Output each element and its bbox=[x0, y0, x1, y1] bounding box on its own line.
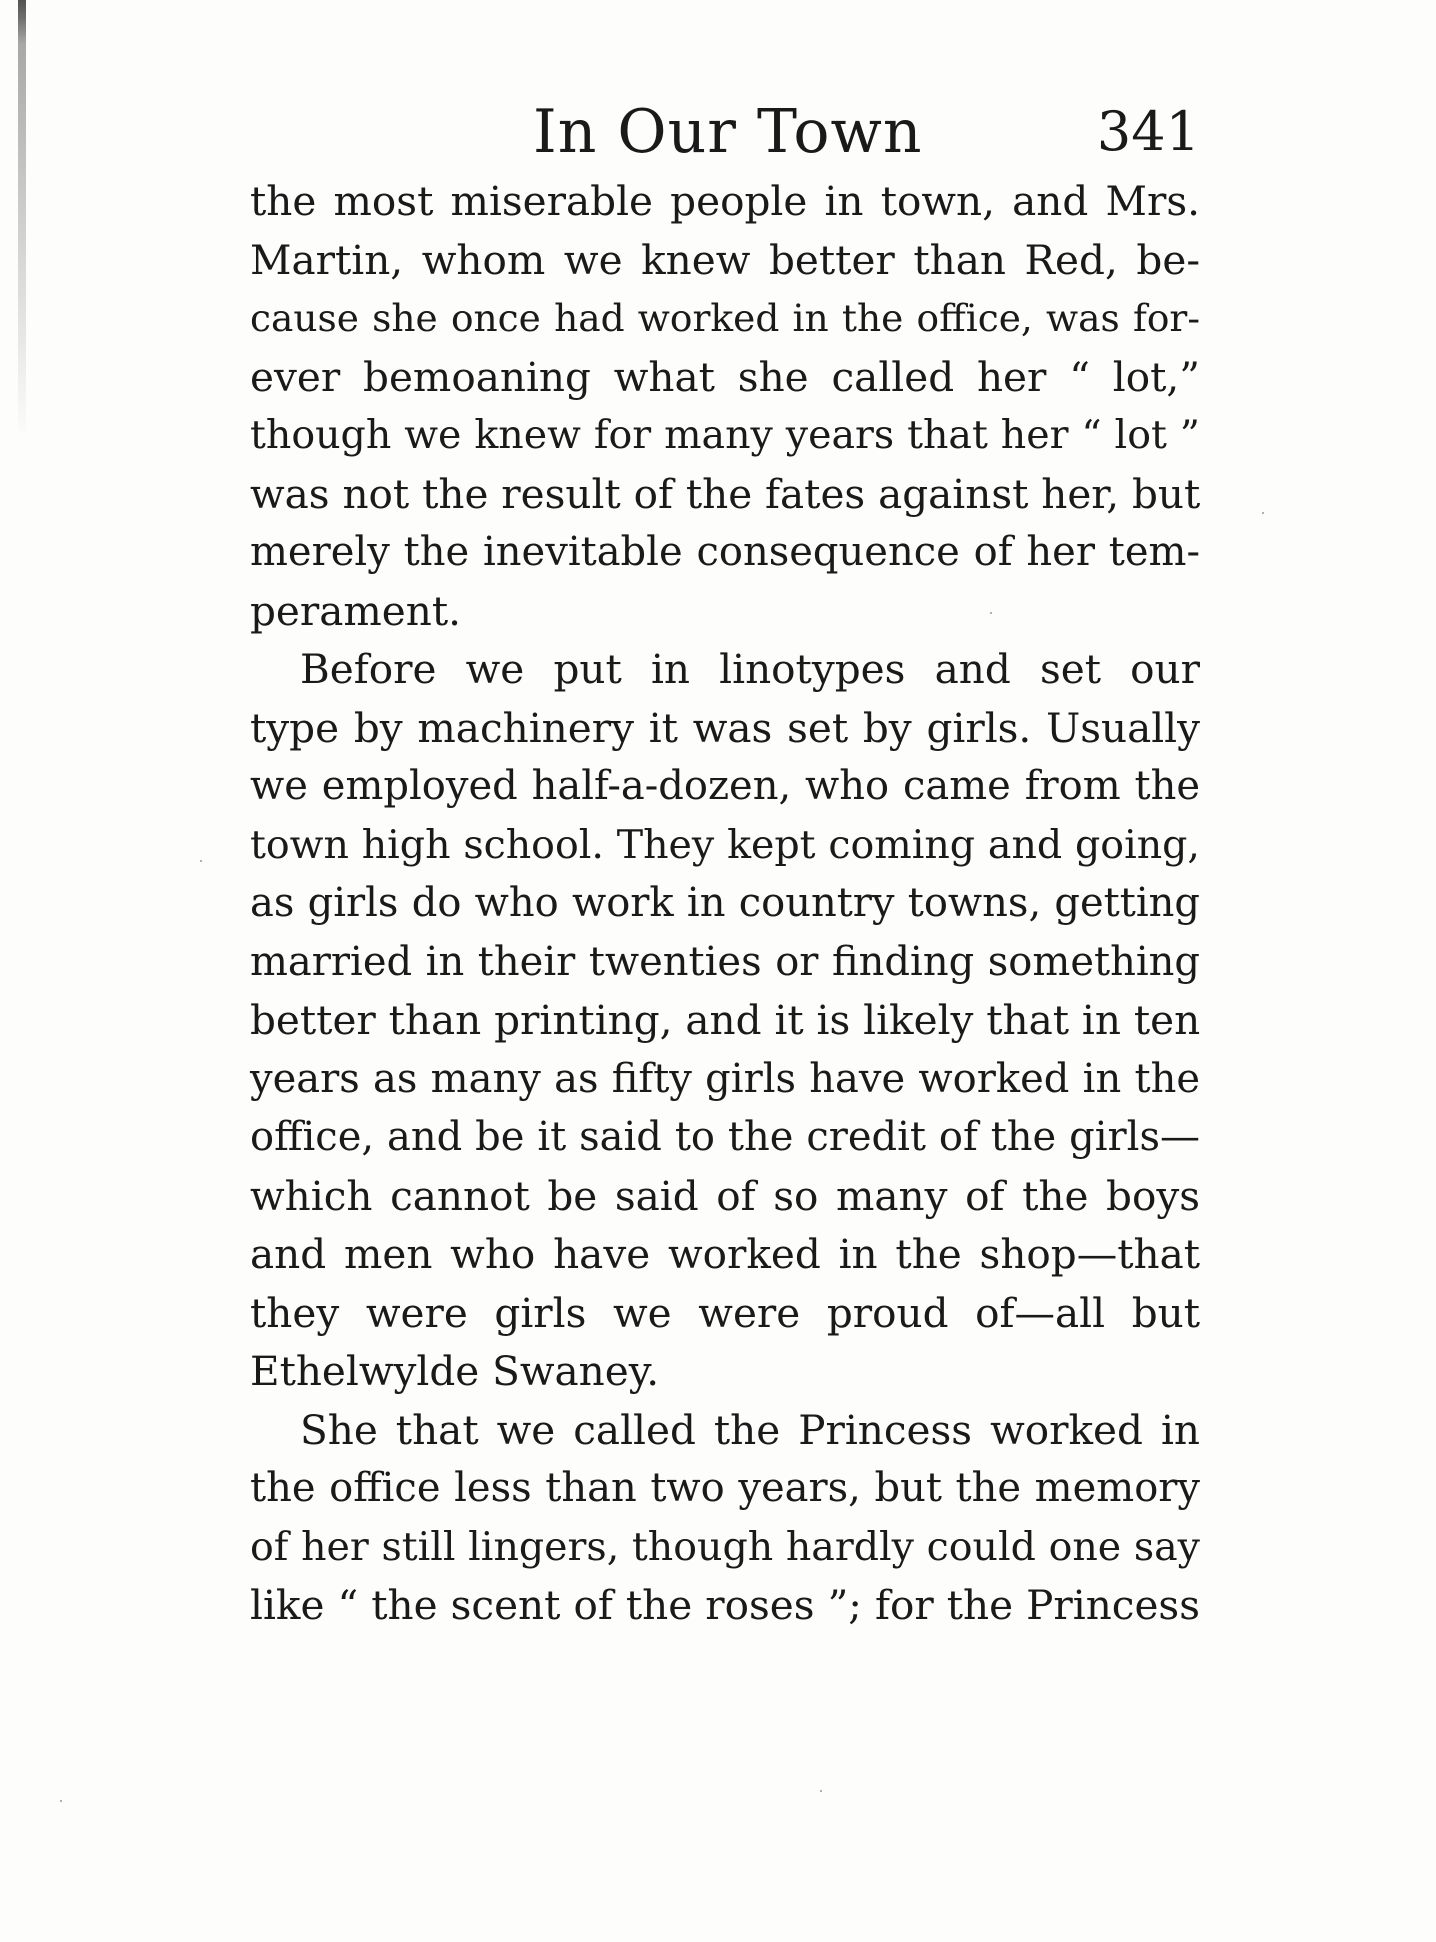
text-line: the most miserable people in town, and Mrs. bbox=[250, 177, 1200, 225]
text-line: we employed half-a-dozen, who came from the bbox=[250, 763, 1200, 809]
text-line: years as many as fifty girls have worked in the bbox=[250, 1055, 1200, 1102]
paragraph bbox=[250, 172, 1200, 640]
page-body-text bbox=[250, 172, 1200, 1635]
text-line: office, and be it said to the credit of the girls— bbox=[250, 1114, 1200, 1160]
text-line: ever bemoaning what she called her “ lot,” bbox=[250, 352, 1200, 401]
text-line: like “ the scent of the roses ”; for the Princess bbox=[250, 1581, 1200, 1629]
text-line: town high school. They kept coming and going, bbox=[250, 821, 1200, 868]
running-title: In Our Town bbox=[533, 97, 923, 167]
text-line: though we knew for many years that her “ lot ” bbox=[250, 412, 1200, 458]
scan-speck bbox=[200, 860, 202, 862]
text-line: cause she once had worked in the office, was for- bbox=[250, 296, 1200, 340]
page-number: 341 bbox=[1096, 100, 1200, 163]
text-line: as girls do who work in country towns, getting bbox=[250, 880, 1200, 926]
scan-speck bbox=[1262, 512, 1264, 514]
text-line: She that we called the Princess worked in bbox=[300, 1405, 1200, 1454]
scan-speck bbox=[990, 612, 992, 614]
scan-speck bbox=[820, 1790, 822, 1792]
text-line: Martin, whom we knew better than Red, be- bbox=[250, 235, 1200, 284]
scan-speck bbox=[60, 1800, 62, 1802]
text-line: and men who have worked in the shop—that bbox=[250, 1230, 1200, 1278]
text-line: the office less than two years, but the memory bbox=[250, 1465, 1200, 1511]
text-line: perament. bbox=[250, 586, 462, 635]
text-line: was not the result of the fates against her, but bbox=[250, 469, 1201, 518]
text-line: Ethelwylde Swaney. bbox=[250, 1347, 660, 1395]
binding-edge-shadow bbox=[18, 0, 26, 440]
text-line: Before we put in linotypes and set our bbox=[300, 645, 1200, 693]
paragraph bbox=[250, 640, 1200, 1401]
text-line: of her still lingers, though hardly could one say bbox=[250, 1523, 1200, 1570]
text-line: married in their twenties or finding something bbox=[250, 938, 1200, 985]
text-line: merely the inevitable consequence of her tem- bbox=[250, 529, 1200, 575]
text-line: which cannot be said of so many of the boys bbox=[250, 1171, 1200, 1220]
paragraph bbox=[250, 1401, 1200, 1635]
text-line: type by machinery it was set by girls. Usually bbox=[250, 703, 1200, 752]
running-header bbox=[250, 92, 1200, 172]
text-line: better than printing, and it is likely that in ten bbox=[250, 996, 1201, 1044]
text-line: they were girls we were proud of—all but bbox=[250, 1288, 1200, 1337]
